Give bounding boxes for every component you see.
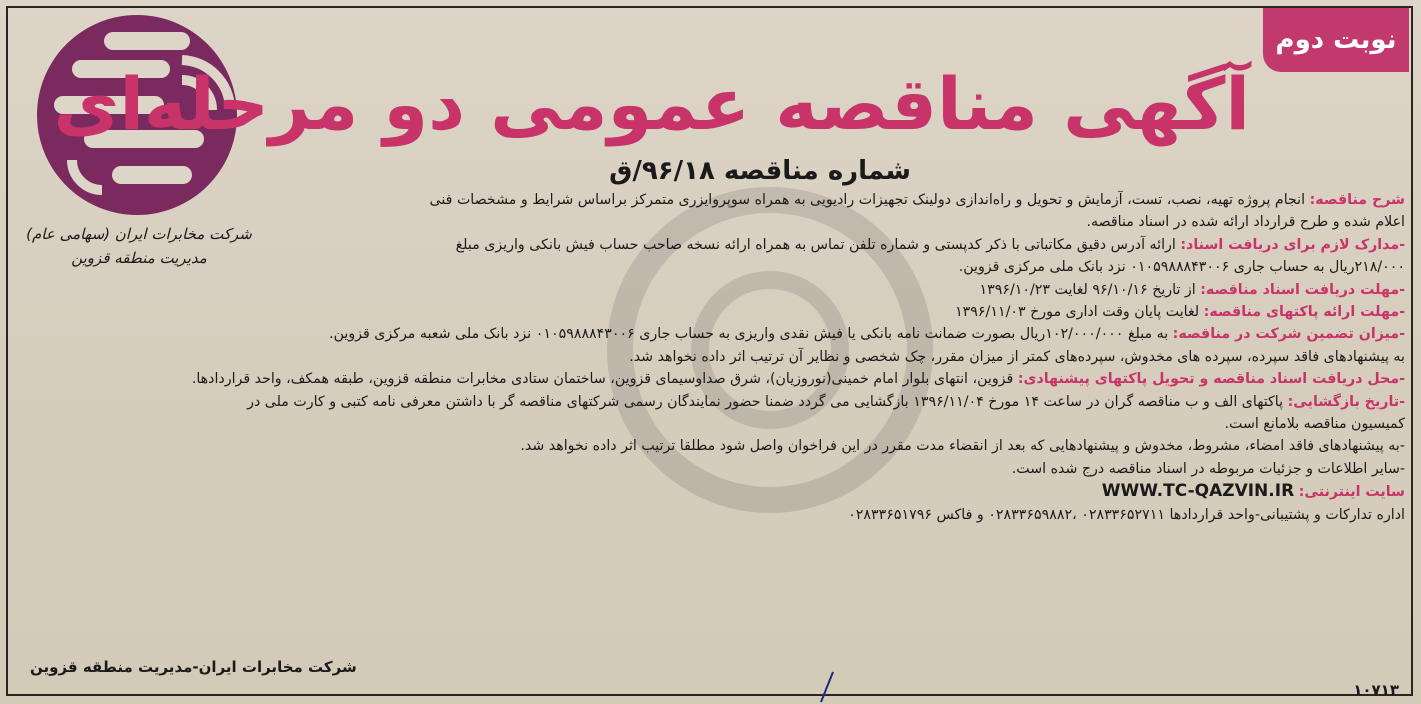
logo-caption-region: مدیریت منطقه قزوین [71, 249, 207, 267]
location-label: -محل دریافت اسناد مناقصه و تحویل پاکتهای پیشنهادی: [1017, 371, 1405, 388]
opening-label: -تاریخ بازگشایی: [1287, 393, 1405, 410]
notice-body [191, 189, 1405, 526]
description-line-2: اعلام شده و طرح قرارداد ارائه شده در اسناد مناقصه. [1086, 214, 1405, 231]
guarantee-line-1 [275, 323, 1405, 345]
logo-caption-company: شرکت مخابرات ایران (سهامی عام) [26, 225, 252, 243]
opening-text: پاکتهای الف و ب مناقصه گران در ساعت ۱۴ مورخ ۱۳۹۶/۱۱/۰۴ بازگشایی می گردد ضمنا حضور نمایندگان رسمی شرکتهای مناقصه گر با داشتن معرفی نامه کتبی و کارت ملی در [247, 393, 1284, 410]
website-label: سایت اینترنتی: [1298, 484, 1405, 501]
doc-deadline-line [275, 279, 1405, 301]
documents-label: -مدارک لازم برای دریافت اسناد: [1180, 236, 1405, 253]
guarantee-text: به مبلغ ۱۰۲/۰۰۰/۰۰۰ریال بصورت ضمانت نامه بانکی یا فیش نقدی واریزی به حساب جاری ۰۱۰۵۹۸۸۸۴۳۰۰۶ نزد بانک ملی شعبه مرکزی قزوین. [329, 326, 1169, 343]
documents-line-1 [275, 234, 1405, 256]
note-more-info: -سایر اطلاعات و جزئیات مربوطه در اسناد مناقصه درج شده است. [1011, 460, 1405, 477]
submit-deadline-label: -مهلت ارائه پاکتهای مناقصه: [1203, 304, 1405, 321]
footer-company: شرکت مخابرات ایران-مدیریت منطقه قزوین [30, 658, 357, 676]
tender-number: شماره مناقصه ۹۶/۱۸/ق [609, 156, 911, 186]
opening-line-2: کمیسیون مناقصه بلامانع است. [1224, 416, 1405, 433]
documents-line-2: ۲۱۸/۰۰۰ریال به حساب جاری ۰۱۰۵۹۸۸۸۴۳۰۰۶ نزد بانک ملی مرکزی قزوین. [958, 259, 1405, 276]
documents-text: ارائه آدرس دقیق مکاتباتی با ذکر کدپستی و شماره تلفن تماس به همراه ارائه نسخه صاحب حساب فیش بانکی واریزی مبلغ [455, 236, 1176, 253]
location-line [191, 368, 1405, 390]
page-title: آگهی مناقصه عمومی دو مرحله‌ای [53, 62, 1250, 146]
website-line [275, 480, 1405, 503]
opening-line-1 [247, 391, 1405, 413]
note-invalid-bids: -به پیشنهادهای فاقد امضاء، مشروط، مخدوش و پیشنهادهایی که بعد از انقضاء مدت مقرر در این فراخوان واصل شود مطلقا ترتیب اثر داده نخواهد شد. [520, 438, 1405, 455]
location-text: قزوین، انتهای بلوار امام خمینی(نوروزیان)، شرق صداوسیمای قزوین، ساختمان ستادی مخابرات منطقه قزوین، طبقه همکف، واحد قراردادها. [191, 371, 1014, 388]
publication-round-badge: نوبت دوم [1263, 8, 1409, 72]
doc-deadline-text: از تاریخ ۹۶/۱۰/۱۶ لغایت ۱۳۹۶/۱۰/۲۳ [979, 281, 1196, 298]
website-link[interactable]: WWW.TC-QAZVIN.IR [1101, 481, 1295, 502]
description-line-1 [275, 189, 1405, 211]
guarantee-line-2: به پیشنهادهای فاقد سپرده، سپرده های مخدوش، سپرده‌های کمتر از میزان مقرر، چک شخصی و نظایر آن ترتیب اثر داده نخواهد شد. [629, 348, 1405, 365]
submit-deadline-line [275, 301, 1405, 323]
footer-code: ۱۰۷۱۳ [1353, 681, 1399, 699]
submit-deadline-text: لغایت پایان وقت اداری مورخ ۱۳۹۶/۱۱/۰۳ [955, 304, 1200, 321]
guarantee-label: -میزان تضمین شرکت در مناقصه: [1172, 326, 1405, 343]
description-text: انجام پروژه تهیه، نصب، تست، آزمایش و تحویل و راه‌اندازی دولینک تجهیزات رادیویی به همراه سوپروایزری متمرکز براساس شرایط و مشخصات فنی [429, 192, 1306, 208]
description-label: شرح مناقصه: [1309, 192, 1405, 208]
logo-caption [14, 222, 264, 270]
doc-deadline-label: -مهلت دریافت اسناد مناقصه: [1200, 281, 1405, 298]
pen-mark-icon [815, 668, 839, 704]
contact-line: اداره تدارکات و پشتیبانی-واحد قراردادها ۰۲۸۳۳۶۵۲۷۱۱ ،۰۲۸۳۳۶۵۹۸۸۲ و فاکس ۰۲۸۳۳۶۵۱۷۹۶ [848, 506, 1405, 523]
